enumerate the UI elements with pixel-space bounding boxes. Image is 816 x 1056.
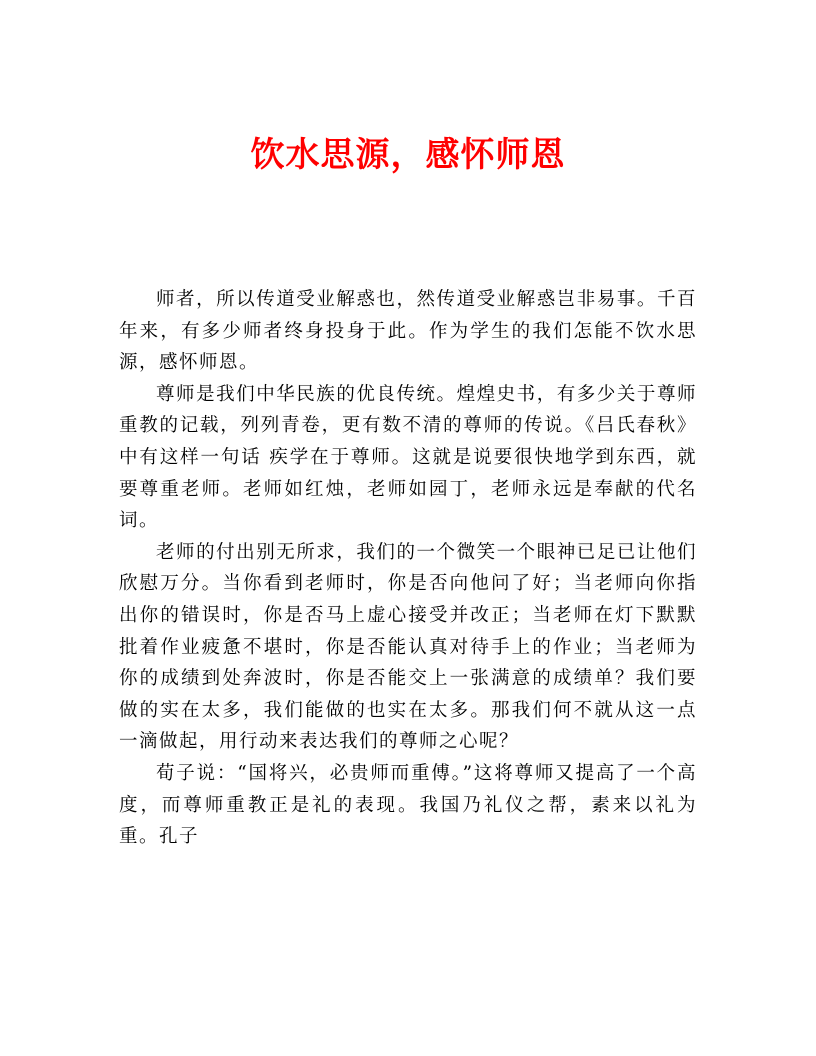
document-title: 饮水思源，感怀师恩 [250, 134, 566, 175]
document-body [119, 284, 697, 853]
paragraph-2: 尊师是我们中华民族的优良传统。煌煌史书，有多少关于尊师重教的记载，列列青卷，更有数不清的尊师的传说。《吕氏春秋》中有这样一句话 疾学在于尊师。这就是说要很快地学到东西，就要尊重老师。老师如红烛，老师如园丁，老师永远是奉献的代名词。 [119, 383, 697, 532]
paragraph-3: 老师的付出别无所求，我们的一个微笑一个眼神已足已让他们欣慰万分。当你看到老师时，你是否向他问了好；当老师向你指出你的错误时，你是否马上虚心接受并改正；当老师在灯下默默批着作业疲惫不堪时，你是否能认真对待手上的作业；当老师为你的成绩到处奔波时，你是否能交上一张满意的成绩单？我们要做的实在太多，我们能做的也实在太多。那我们何不就从这一点一滴做起，用行动来表达我们的尊师之心呢？ [119, 541, 697, 753]
paragraph-1: 师者，所以传道受业解惑也，然传道受业解惑岂非易事。千百年来，有多少师者终身投身于此。作为学生的我们怎能不饮水思源，感怀师恩。 [119, 289, 697, 374]
paragraph-4: 荀子说：“国将兴，必贵师而重傅。”这将尊师又提高了一个高度，而尊师重教正是礼的表现。我国乃礼仪之帮，素来以礼为重。孔子 [119, 762, 697, 848]
